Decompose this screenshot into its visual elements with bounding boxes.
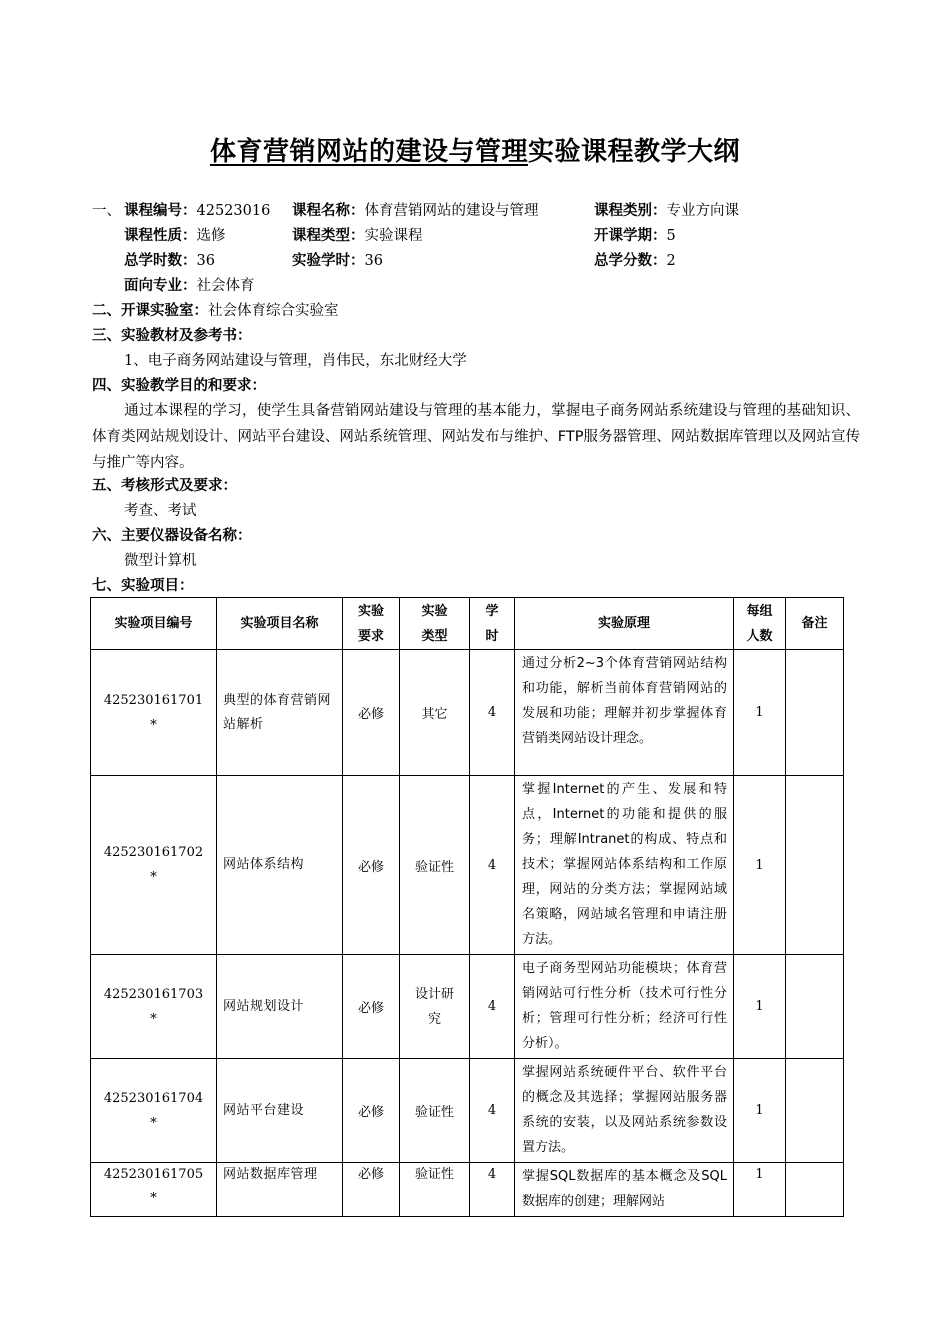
header-requirement: 实验 要求 — [343, 598, 400, 650]
course-info-row-4 — [92, 274, 872, 298]
table-row — [91, 1059, 844, 1163]
row-principle: 掌握Internet的产生、发展和特点，Internet的功能和提供的服务；理解Intranet的构成、特点和技术；掌握网站体系结构和工作原理，网站的分类方法；掌握网站域名策略，网站域名管理和申请注册方法。 — [515, 776, 734, 955]
row-group-size: 1 — [734, 650, 786, 776]
row-group-size: 1 — [734, 955, 786, 1059]
section-5-heading: 五、考核形式及要求： — [92, 478, 237, 494]
row-type: 设计研究 — [400, 955, 470, 1059]
section-1-label: 一、 — [92, 203, 121, 219]
header-group-size: 每组 人数 — [734, 598, 786, 650]
course-name-label: 课程名称： — [292, 203, 365, 219]
row-group-size: 1 — [734, 1059, 786, 1163]
row-code: 425230161705 * — [91, 1163, 217, 1217]
total-hours-label: 总学时数： — [124, 253, 197, 269]
course-info-row-1 — [92, 199, 872, 223]
row-note — [786, 1059, 844, 1163]
objectives-paragraph: 通过本课程的学习，使学生具备营销网站建设与管理的基本能力，掌握电子商务网站系统建设与管理的基础知识、体育类网站规划设计、网站平台建设、网站系统管理、网站发布与维护、FTP服务器管理、网站数据库管理以及网站宣传与推广等内容。 — [92, 403, 860, 471]
section-2-label: 二、开课实验室： — [92, 303, 208, 319]
row-principle: 通过分析2~3个体育营销网站结构和功能，解析当前体育营销网站的发展和功能；理解并初步掌握体育营销类网站设计理念。 — [515, 650, 734, 776]
course-nature-value: 选修 — [196, 228, 226, 244]
row-note — [786, 650, 844, 776]
row-name: 网站平台建设 — [217, 1059, 343, 1163]
row-note — [786, 955, 844, 1059]
row-requirement: 必修 — [343, 776, 400, 955]
row-hours: 4 — [470, 650, 515, 776]
credits-label: 总学分数： — [594, 253, 667, 269]
table-row — [91, 955, 844, 1059]
row-note — [786, 776, 844, 955]
header-principle: 实验原理 — [515, 598, 734, 650]
course-code-label: 课程编号： — [124, 203, 197, 219]
row-hours: 4 — [470, 1059, 515, 1163]
equipment-value: 微型计算机 — [124, 553, 197, 569]
course-nature-label: 课程性质： — [124, 228, 197, 244]
row-type: 验证性 — [400, 1059, 470, 1163]
section-2 — [92, 299, 339, 323]
course-name-value: 体育营销网站的建设与管理 — [364, 203, 539, 219]
table-row — [91, 776, 844, 955]
header-name: 实验项目名称 — [217, 598, 343, 650]
row-requirement: 必修 — [343, 1059, 400, 1163]
table-header-row — [91, 598, 844, 650]
header-code: 实验项目编号 — [91, 598, 217, 650]
row-requirement: 必修 — [343, 955, 400, 1059]
assessment-value: 考查、考试 — [124, 503, 197, 519]
total-hours-value: 36 — [196, 253, 215, 269]
row-name: 网站规划设计 — [217, 955, 343, 1059]
credits-value: 2 — [666, 253, 676, 269]
row-requirement: 必修 — [343, 650, 400, 776]
row-principle: 电子商务型网站功能模块；体育营销网站可行性分析（技术可行性分析；管理可行性分析；经济可行性分析）。 — [515, 955, 734, 1059]
row-group-size: 1 — [734, 776, 786, 955]
header-note: 备注 — [786, 598, 844, 650]
table-row — [91, 650, 844, 776]
course-info-row-3 — [92, 249, 872, 273]
title-rest: 实验课程教学大纲 — [528, 137, 741, 167]
course-term-value: 5 — [666, 228, 676, 244]
course-type-value: 实验课程 — [364, 228, 423, 244]
row-principle: 掌握SQL数据库的基本概念及SQL数据库的创建；理解网站 — [515, 1163, 734, 1217]
row-name: 网站数据库管理 — [217, 1163, 343, 1217]
header-type: 实验 类型 — [400, 598, 470, 650]
section-6-heading: 六、主要仪器设备名称： — [92, 528, 252, 544]
row-requirement: 必修 — [343, 1163, 400, 1217]
section-3-heading: 三、实验教材及参考书： — [92, 328, 252, 344]
reference-book-1: 1、电子商务网站建设与管理，肖伟民，东北财经大学 — [124, 353, 467, 369]
row-hours: 4 — [470, 955, 515, 1059]
section-7-heading: 七、实验项目： — [92, 578, 194, 594]
row-code: 425230161703 * — [91, 955, 217, 1059]
course-info-row-2 — [92, 224, 872, 248]
table-row — [91, 1163, 844, 1217]
course-term-label: 开课学期： — [594, 228, 667, 244]
row-note — [786, 1163, 844, 1217]
row-code: 425230161704 * — [91, 1059, 217, 1163]
major-label: 面向专业： — [124, 278, 197, 294]
lab-name: 社会体育综合实验室 — [208, 303, 339, 319]
lab-hours-label: 实验学时： — [292, 253, 365, 269]
row-type: 验证性 — [400, 776, 470, 955]
row-hours: 4 — [470, 776, 515, 955]
row-code: 425230161702 * — [91, 776, 217, 955]
lab-hours-value: 36 — [364, 253, 383, 269]
title-underlined: 体育营销网站的建设与管理 — [209, 137, 528, 167]
course-code-value: 42523016 — [196, 203, 271, 219]
page-title — [0, 133, 950, 171]
course-type-label: 课程类型： — [292, 228, 365, 244]
course-category-label: 课程类别： — [594, 203, 667, 219]
major-value: 社会体育 — [196, 278, 255, 294]
course-category-value: 专业方向课 — [666, 203, 739, 219]
section-4-heading: 四、实验教学目的和要求： — [92, 378, 266, 394]
row-code: 425230161701 * — [91, 650, 217, 776]
row-name: 典型的体育营销网站解析 — [217, 650, 343, 776]
row-principle: 掌握网站系统硬件平台、软件平台的概念及其选择；掌握网站服务器系统的安装，以及网站系统参数设置方法。 — [515, 1059, 734, 1163]
row-type: 验证性 — [400, 1163, 470, 1217]
row-name: 网站体系结构 — [217, 776, 343, 955]
header-hours: 学 时 — [470, 598, 515, 650]
experiment-table — [90, 597, 844, 1217]
row-hours: 4 — [470, 1163, 515, 1217]
row-group-size: 1 — [734, 1163, 786, 1217]
row-type: 其它 — [400, 650, 470, 776]
